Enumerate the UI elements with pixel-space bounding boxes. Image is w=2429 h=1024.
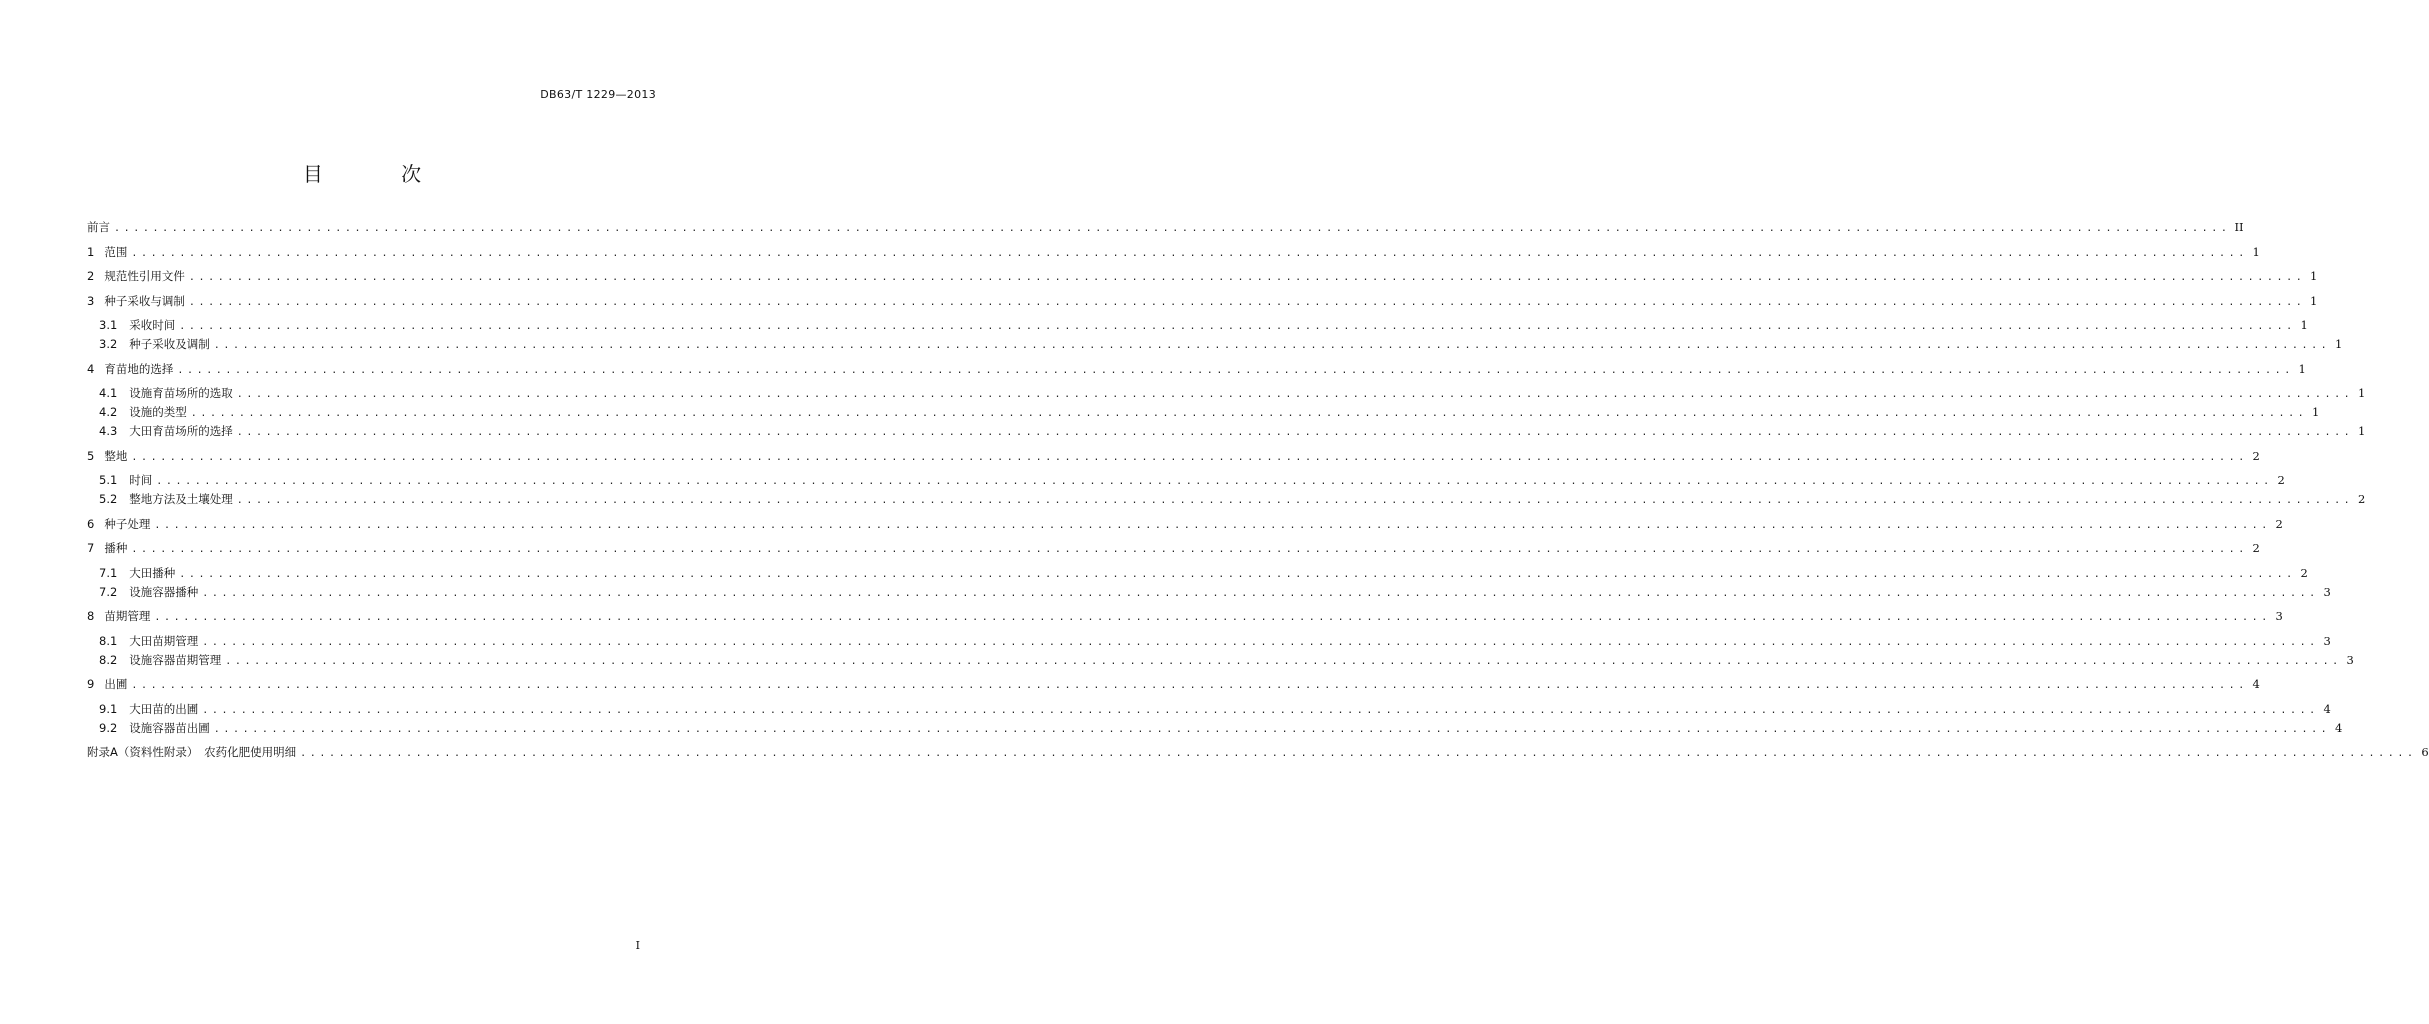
- toc-entry-label: 范围: [104, 244, 128, 259]
- toc-entry[interactable]: [87, 472, 2285, 491]
- toc-entry[interactable]: [87, 652, 2354, 671]
- toc-entry-number: 9.1: [99, 701, 118, 716]
- toc-entry-page: 3: [2323, 584, 2331, 599]
- toc-entry-page: 2: [2252, 541, 2260, 555]
- toc-leader-dots: ............................................................................................................................................................................................................................: [236, 495, 2354, 506]
- toc-entry[interactable]: [87, 404, 2320, 423]
- toc-entry-number: 9.2: [99, 720, 118, 735]
- toc-leader-dots: ............................................................................................................................................................................................................................: [300, 748, 2417, 759]
- toc-entry-label: 大田播种: [129, 565, 176, 580]
- toc-entry-number: 4: [87, 361, 95, 376]
- toc-entry-number: 3: [87, 293, 95, 308]
- toc-leader-dots: ............................................................................................................................................................................................................................: [188, 272, 2306, 283]
- toc-entry-page: 1: [2298, 361, 2306, 376]
- toc-entry-label: 苗期管理: [104, 609, 151, 623]
- toc-entry-label: 采收时间: [129, 318, 176, 332]
- toc-leader-dots: ............................................................................................................................................................................................................................: [177, 364, 2294, 376]
- toc-leader-dots: ............................................................................................................................................................................................................................: [213, 340, 2331, 351]
- toc-entry-page: II: [2234, 220, 2244, 234]
- standard-code: DB63/T 1229—2013: [540, 88, 656, 101]
- toc-entry-number: 5.1: [99, 473, 118, 487]
- toc-entry-number: 8.2: [99, 652, 118, 667]
- page-title: 目 次: [302, 162, 458, 186]
- toc-entry-page: 1: [2310, 293, 2318, 308]
- toc-entry-number: 7.2: [99, 584, 118, 599]
- toc-leader-dots: ............................................................................................................................................................................................................................: [236, 427, 2354, 438]
- toc-entry-page: 1: [2252, 244, 2260, 259]
- toc-entry[interactable]: [87, 516, 2283, 535]
- toc-entry[interactable]: [87, 540, 2260, 559]
- toc-entry-page: 1: [2310, 269, 2318, 283]
- toc-entry-page: 2: [2277, 473, 2285, 487]
- toc-entry-label: 整地: [104, 448, 128, 463]
- toc-entry-number: 6: [87, 516, 95, 531]
- toc-leader-dots: ............................................................................................................................................................................................................................: [179, 321, 2296, 332]
- page-number: I: [635, 939, 640, 952]
- toc-entry-label: 种子采收及调制: [129, 337, 210, 351]
- toc-entry-number: 3.1: [99, 318, 118, 332]
- toc-entry-page: 2: [2275, 516, 2283, 531]
- toc-entry-page: 6: [2421, 745, 2429, 759]
- toc-entry-number: 8: [87, 609, 95, 623]
- toc-leader-dots: ............................................................................................................................................................................................................................: [236, 389, 2354, 400]
- toc-entry[interactable]: [87, 491, 2366, 510]
- toc-entry-label: 大田苗的出圃: [129, 701, 199, 716]
- toc-entry-page: 2: [2252, 448, 2260, 463]
- toc-entry-number: 2: [87, 269, 95, 283]
- toc-leader-dots: ............................................................................................................................................................................................................................: [202, 636, 2319, 648]
- toc-entry-label: 时间: [129, 473, 153, 487]
- toc-entry-page: 2: [2300, 565, 2308, 580]
- toc-entry-page: 2: [2357, 492, 2366, 506]
- toc-leader-dots: ............................................................................................................................................................................................................................: [202, 587, 2319, 599]
- toc-entry-page: 1: [2311, 405, 2320, 419]
- toc-entry-label: 设施容器苗期管理: [129, 652, 222, 667]
- toc-entry-page: 1: [2334, 337, 2343, 351]
- toc-entry[interactable]: [87, 361, 2306, 380]
- toc-entry[interactable]: [87, 701, 2331, 720]
- toc-entry-label: 前言: [87, 220, 110, 234]
- toc-entry-label: 育苗地的选择: [104, 361, 174, 376]
- toc-entry[interactable]: [87, 565, 2308, 584]
- toc-entry[interactable]: [87, 608, 2283, 627]
- toc-leader-dots: ............................................................................................................................................................................................................................: [131, 451, 2248, 463]
- toc-leader-dots: ............................................................................................................................................................................................................................: [188, 296, 2306, 308]
- toc-entry-label: 大田苗期管理: [129, 633, 199, 648]
- toc-entry-label: 整地方法及土壤处理: [129, 492, 233, 506]
- table-of-contents: [87, 219, 2429, 763]
- toc-entry-page: 4: [2334, 720, 2343, 735]
- toc-leader-dots: ............................................................................................................................................................................................................................: [179, 568, 2296, 580]
- toc-leader-dots: ............................................................................................................................................................................................................................: [225, 655, 2342, 667]
- toc-entry[interactable]: [87, 219, 2244, 238]
- toc-entry-page: 4: [2323, 701, 2331, 716]
- toc-leader-dots: ............................................................................................................................................................................................................................: [131, 544, 2248, 555]
- toc-entry-page: 3: [2275, 609, 2283, 623]
- toc-entry-label: 设施育苗场所的选取: [129, 386, 233, 400]
- toc-leader-dots: ............................................................................................................................................................................................................................: [114, 223, 2231, 234]
- toc-entry-label: 出圃: [104, 677, 128, 691]
- toc-entry-page: 3: [2346, 652, 2354, 667]
- toc-entry-number: 5.2: [99, 492, 118, 506]
- toc-leader-dots: ............................................................................................................................................................................................................................: [202, 704, 2319, 716]
- toc-entry-number: 5: [87, 448, 95, 463]
- toc-leader-dots: ............................................................................................................................................................................................................................: [154, 612, 2271, 623]
- toc-entry[interactable]: [87, 385, 2366, 404]
- toc-entry-label: 播种: [104, 541, 128, 555]
- toc-entry-label: 设施容器苗出圃: [129, 720, 210, 735]
- toc-entry-label: 种子采收与调制: [104, 293, 185, 308]
- toc-entry-page: 1: [2357, 424, 2366, 438]
- toc-entry[interactable]: [87, 720, 2343, 739]
- toc-entry-page: 1: [2300, 318, 2308, 332]
- toc-entry-number: 8.1: [99, 633, 118, 648]
- toc-entry[interactable]: [87, 633, 2331, 652]
- toc-leader-dots: ............................................................................................................................................................................................................................: [190, 408, 2308, 419]
- toc-entry-label: 种子处理: [104, 516, 151, 531]
- toc-leader-dots: ............................................................................................................................................................................................................................: [213, 723, 2331, 735]
- toc-entry-number: 3.2: [99, 337, 118, 351]
- toc-leader-dots: ............................................................................................................................................................................................................................: [131, 247, 2248, 259]
- toc-leader-dots: ............................................................................................................................................................................................................................: [156, 476, 2273, 487]
- toc-entry[interactable]: [87, 268, 2318, 287]
- toc-entry-number: 7: [87, 541, 95, 555]
- toc-entry[interactable]: [87, 676, 2260, 695]
- toc-entry-page: 3: [2323, 633, 2331, 648]
- toc-entry[interactable]: [87, 423, 2366, 442]
- toc-entry-label: 设施的类型: [129, 405, 187, 419]
- toc-entry-page: 4: [2252, 677, 2260, 691]
- toc-leader-dots: ............................................................................................................................................................................................................................: [131, 680, 2248, 691]
- toc-entry[interactable]: [87, 293, 2318, 312]
- toc-entry-number: 4.3: [99, 424, 118, 438]
- toc-entry[interactable]: [87, 448, 2260, 467]
- toc-entry[interactable]: [87, 336, 2343, 355]
- toc-entry-number: 7.1: [99, 565, 118, 580]
- toc-entry-number: 4.2: [99, 405, 118, 419]
- toc-entry[interactable]: [87, 317, 2308, 336]
- toc-entry[interactable]: [87, 744, 2429, 763]
- toc-entry-label: 附录A（资料性附录） 农药化肥使用明细: [87, 745, 297, 759]
- toc-entry-number: 9: [87, 677, 95, 691]
- toc-entry-number: 1: [87, 244, 95, 259]
- toc-entry-page: 1: [2357, 386, 2366, 400]
- toc-entry[interactable]: [87, 244, 2260, 263]
- toc-entry-label: 设施容器播种: [129, 584, 199, 599]
- toc-entry-label: 大田育苗场所的选择: [129, 424, 233, 438]
- toc-entry-label: 规范性引用文件: [104, 269, 185, 283]
- toc-entry[interactable]: [87, 584, 2331, 603]
- toc-entry-number: 4.1: [99, 386, 118, 400]
- toc-leader-dots: ............................................................................................................................................................................................................................: [154, 519, 2271, 531]
